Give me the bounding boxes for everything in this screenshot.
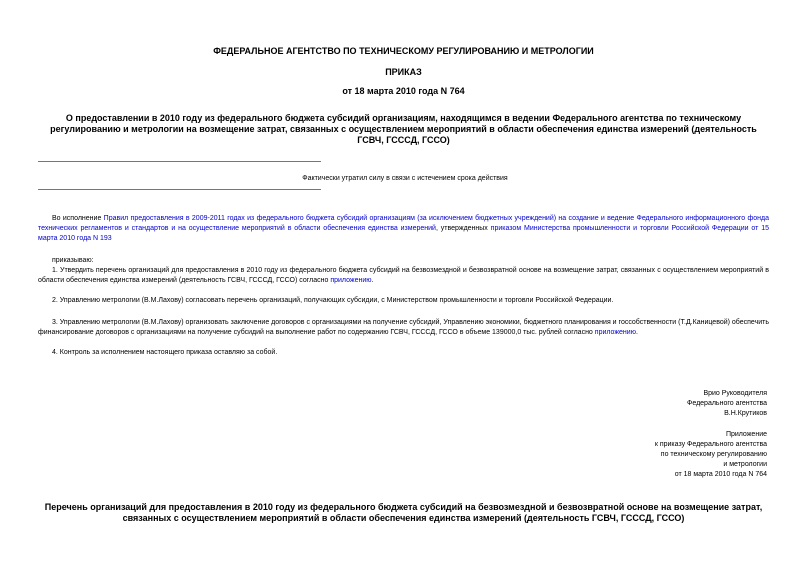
rules-link[interactable]: Правил предоставления в 2009-2011 годах из федерального бюджета субсидий организациям (за исключением бюджетных учреждений) на создание и ведение Федерального информационного фонда технических регламентов и стандартов и на осуществление мероприятий в области обеспечения единства измерений	[38, 215, 769, 232]
item-1-end: .	[371, 277, 374, 284]
order-item-4: 4. Контроль за исполнением настоящего приказа оставляю за собой.	[52, 349, 278, 356]
signature-block	[560, 389, 767, 419]
item-1-text: 1. Утвердить перечень организаций для предоставления в 2010 году из федерального бюджета субсидий на безвозмездной и безвозвратной основе на возмещение затрат, связанных с осуществлением мероприятий в области обеспечения единства измерений (деятельность ГСВЧ, ГСССД, ГССО) согласно	[38, 267, 769, 284]
signature-title: Врио Руководителя	[703, 390, 767, 397]
appendix-ref-line-3: по техническому регулированию	[660, 451, 767, 458]
preamble-middle: , утвержденных	[435, 225, 491, 232]
appendix-link-2[interactable]: приложению	[594, 329, 636, 336]
divider-top	[38, 161, 321, 162]
signature-agency: Федерального агентства	[687, 400, 767, 407]
order-item-3	[38, 318, 769, 338]
signature-name: В.Н.Крутиков	[724, 410, 767, 417]
appendix-ref-line-5: от 18 марта 2010 года N 764	[674, 471, 767, 478]
preamble	[38, 214, 769, 244]
order-item-1	[38, 266, 769, 286]
appendix-reference	[560, 430, 767, 480]
agency-title: ФЕДЕРАЛЬНОЕ АГЕНТСТВО ПО ТЕХНИЧЕСКОМУ РЕГУЛИРОВАНИЮ И МЕТРОЛОГИИ	[213, 46, 594, 56]
item-3-text: 3. Управлению метрологии (В.М.Лахову) организовать заключение договоров с организациями на получение субсидий, Управлению экономики, бюджетного планирования и госсобственности (Т.Д.Каницевой) обеспечить финансирование договоров с организациями на получение субсидий на выполнение работ по содержанию ГСВЧ, ГСССД, ГССО в объеме 139000,0 тыс. рублей согласно	[38, 319, 769, 336]
item-3-end: .	[635, 329, 638, 336]
document-date: от 18 марта 2010 года N 764	[342, 86, 465, 96]
appendix-title: Перечень организаций для предоставления в 2010 году из федерального бюджета субсидий на безвозмездной и безвозвратной основе на возмещение затрат, связанных с осуществлением мероприятий в области обеспечения единства измерений (деятельность ГСВЧ, ГСССД, ГССО)	[44, 502, 763, 523]
order-item-2: 2. Управлению метрологии (В.М.Лахову) согласовать перечень организаций, получающих субсидии, с Министерством промышленности и торговли Российской Федерации.	[52, 297, 614, 304]
order-word: приказываю:	[52, 257, 94, 264]
status-note: Фактически утратил силу в связи с истечением срока действия	[302, 175, 508, 182]
appendix-ref-line-1: Приложение	[725, 431, 767, 438]
appendix-ref-line-4: и метрологии	[723, 461, 767, 468]
divider-bottom	[38, 189, 321, 190]
appendix-link-1[interactable]: приложению	[330, 277, 372, 284]
preamble-lead: Во исполнение	[52, 215, 104, 222]
document-type: ПРИКАЗ	[385, 67, 422, 77]
appendix-ref-line-2: к приказу Федерального агентства	[654, 441, 767, 448]
ministry-order-link[interactable]: приказом Министерства промышленности и торговли Российской Федерации от 15 марта 2010 года N 193	[38, 225, 769, 242]
document-subject: О предоставлении в 2010 году из федерального бюджета субсидий организациям, находящимся в ведении Федерального агентства по техническому регулированию и метрологии на возмещение затрат, связанных с осуществлением мероприятий в области обеспечения единства измерений (деятельность ГСВЧ, ГСССД, ГССО)	[50, 113, 757, 145]
